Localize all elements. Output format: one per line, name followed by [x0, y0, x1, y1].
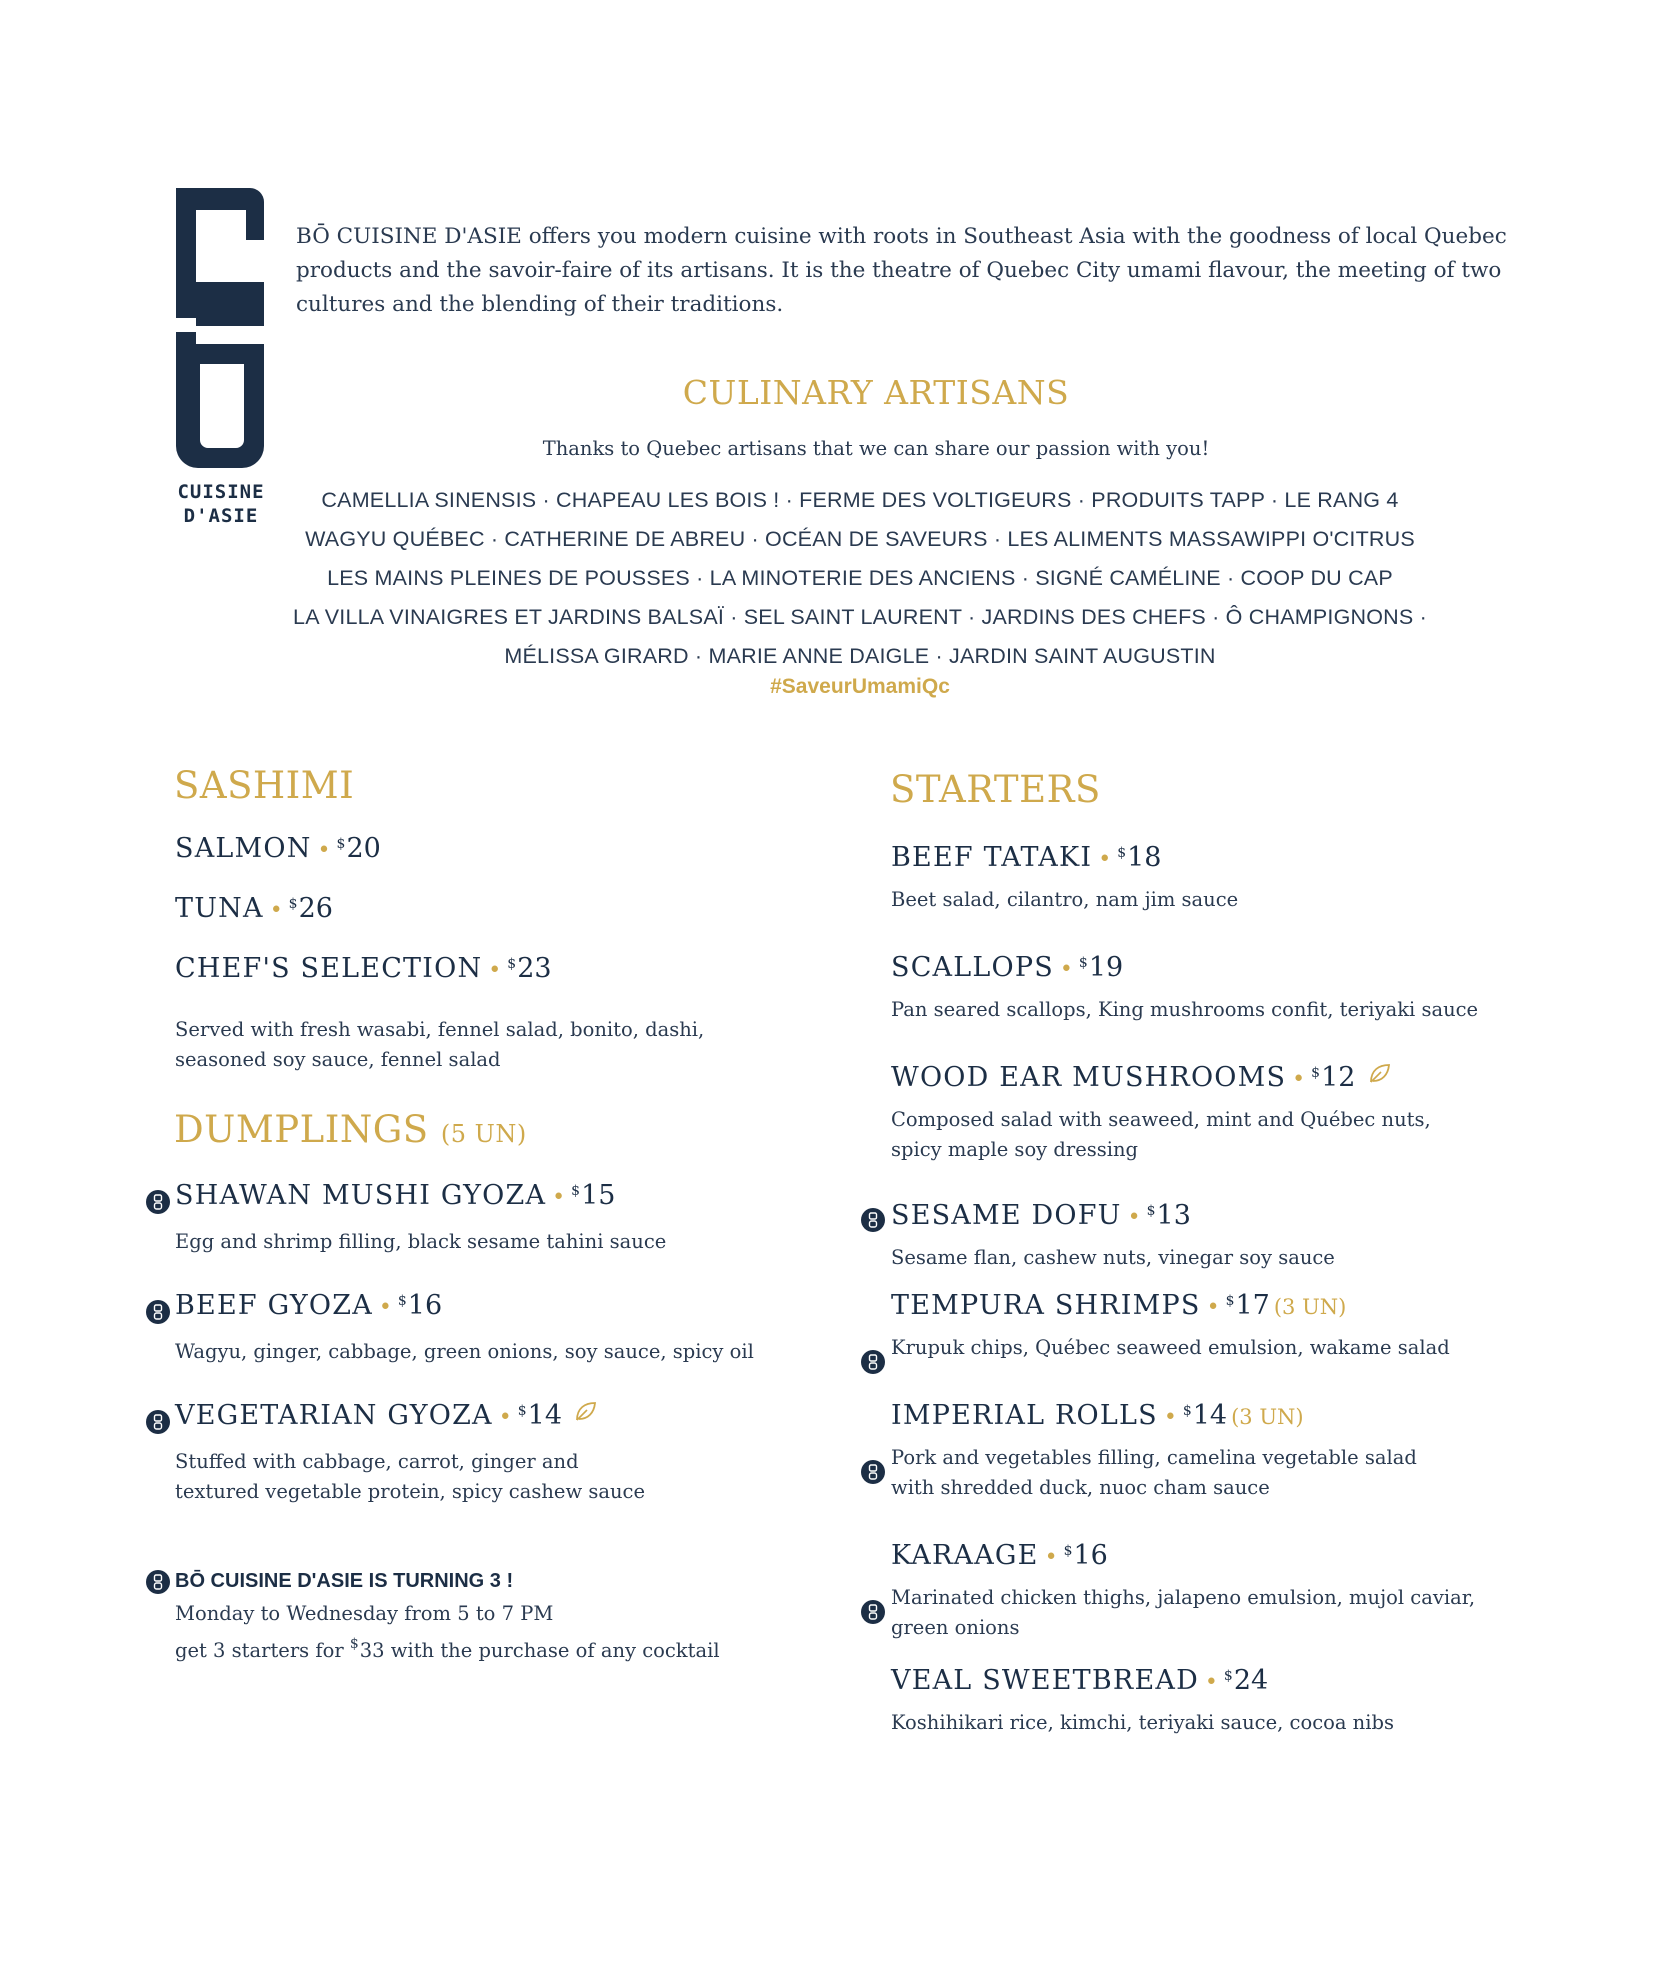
currency: $ [507, 956, 517, 972]
item-description-line: Pork and vegetables filling, camelina vegetable salad [891, 1446, 1417, 1469]
item-price: 16 [407, 1290, 443, 1321]
item-price: 13 [1156, 1200, 1191, 1231]
item-description [891, 1105, 1431, 1165]
artisans-list [260, 481, 1460, 676]
logo-subtitle-line2: D'ASIE [183, 505, 259, 527]
item-description [175, 1447, 645, 1507]
item-description [891, 1443, 1417, 1503]
item-description-line: with shredded duck, nuoc cham sauce [891, 1476, 1270, 1499]
logo-subtitle-line1: CUISINE [177, 481, 265, 503]
bo-logo [176, 188, 266, 468]
item-name: CHEF'S SELECTION [175, 953, 483, 984]
item-name: SHAWAN MUSHI GYOZA [175, 1180, 547, 1211]
currency: $ [1182, 1403, 1192, 1419]
item-price: 14 [1192, 1400, 1228, 1431]
artisans-line: WAGYU QUÉBEC · CATHERINE DE ABREU · OCÉAN DE SAVEURS · LES ALIMENTS MASSAWIPPI O'CITRUS [305, 527, 1415, 551]
bo-badge-icon [861, 1600, 885, 1624]
item-price: 14 [527, 1400, 562, 1431]
sashimi-note-line: Served with fresh wasabi, fennel salad, bonito, dashi, [175, 1018, 705, 1041]
menu-item-vegetarian-gyoza: VEGETARIAN GYOZA • $14 [175, 1400, 597, 1431]
hashtag: #SaveurUmamiQc [770, 675, 950, 698]
promo-price: 33 [359, 1639, 385, 1662]
item-description [891, 1583, 1475, 1643]
item-description-line: spicy maple soy dressing [891, 1138, 1139, 1161]
item-description: Beet salad, cilantro, nam jim sauce [891, 888, 1239, 911]
promo-line-post: with the purchase of any cocktail [384, 1639, 720, 1662]
promo-title: BŌ CUISINE D'ASIE IS TURNING 3 ! [175, 1570, 514, 1592]
promo-line [175, 1629, 720, 1666]
item-price: 20 [346, 833, 381, 864]
item-price: 16 [1073, 1540, 1108, 1571]
dumplings-unit: (5 UN) [440, 1120, 527, 1148]
item-description: Egg and shrimp filling, black sesame tahini sauce [175, 1230, 667, 1253]
item-price: 18 [1127, 842, 1162, 873]
bo-badge-icon [861, 1350, 885, 1374]
item-name: TUNA [175, 893, 264, 924]
item-price: 19 [1088, 952, 1124, 983]
currency: $ [517, 1403, 527, 1419]
item-name: WOOD EAR MUSHROOMS [891, 1062, 1287, 1093]
menu-item-beef-gyoza: BEEF GYOZA • $16 [175, 1290, 443, 1321]
section-title-dumplings [174, 1108, 527, 1151]
intro-line: BŌ CUISINE D'ASIE offers you modern cuisine with roots in Southeast Asia with the goodness of local Quebec [296, 224, 1507, 249]
currency: $ [1146, 1203, 1156, 1219]
intro-line: products and the savoir-faire of its artisans. It is the theatre of Quebec City umami flavour, the meeting of two [296, 258, 1502, 283]
item-description: Pan seared scallops, King mushrooms confit, teriyaki sauce [891, 998, 1479, 1021]
item-name: BEEF TATAKI [891, 842, 1093, 873]
item-description: Krupuk chips, Québec seaweed emulsion, wakame salad [891, 1336, 1450, 1359]
item-description-line: Stuffed with cabbage, carrot, ginger and [175, 1450, 579, 1473]
leaf-icon [573, 1400, 597, 1424]
item-description-line: Composed salad with seaweed, mint and Québec nuts, [891, 1108, 1431, 1131]
menu-item-beef-tataki: BEEF TATAKI • $18 [891, 842, 1162, 873]
currency: $ [349, 1636, 359, 1652]
item-description-line: textured vegetable protein, spicy cashew sauce [175, 1480, 645, 1503]
bo-badge-icon [146, 1300, 170, 1324]
promo-text [175, 1599, 720, 1666]
currency: $ [1117, 845, 1127, 861]
currency: $ [1063, 1543, 1073, 1559]
currency: $ [397, 1293, 407, 1309]
section-title-starters: STARTERS [890, 768, 1101, 811]
artisans-line: CAMELLIA SINENSIS · CHAPEAU LES BOIS ! · FERME DES VOLTIGEURS · PRODUITS TAPP · LE RANG 4 [321, 488, 1399, 512]
menu-item-salmon: SALMON • $20 [175, 833, 381, 864]
item-description-line: Marinated chicken thighs, jalapeno emulsion, mujol caviar, [891, 1586, 1476, 1609]
artisans-line: MÉLISSA GIRARD · MARIE ANNE DAIGLE · JARDIN SAINT AUGUSTIN [504, 644, 1216, 668]
item-name: SESAME DOFU [891, 1200, 1122, 1231]
bo-badge-icon [146, 1190, 170, 1214]
item-description: Sesame flan, cashew nuts, vinegar soy sauce [891, 1246, 1335, 1269]
item-price: 17 [1235, 1290, 1270, 1321]
item-name: KARAAGE [891, 1540, 1039, 1571]
menu-item-tempura-shrimps: TEMPURA SHRIMPS • $17 (3 UN) [891, 1290, 1347, 1321]
currency: $ [288, 896, 298, 912]
artisans-line: LA VILLA VINAIGRES ET JARDINS BALSAÏ · SEL SAINT LAURENT · JARDINS DES CHEFS · Ô CHAMPIGNONS · [293, 605, 1427, 629]
currency: $ [1311, 1065, 1321, 1081]
sashimi-note [175, 1015, 704, 1075]
item-price: 15 [581, 1180, 616, 1211]
menu-item-wood-ear-mushrooms: WOOD EAR MUSHROOMS • $12 [891, 1062, 1391, 1093]
currency: $ [571, 1183, 581, 1199]
menu-item-shawan-mushi-gyoza: SHAWAN MUSHI GYOZA • $15 [175, 1180, 616, 1211]
currency: $ [1223, 1668, 1233, 1684]
item-name: TEMPURA SHRIMPS [891, 1290, 1201, 1321]
currency: $ [1225, 1293, 1235, 1309]
item-price: 26 [298, 893, 333, 924]
menu-item-tuna: TUNA • $26 [175, 893, 333, 924]
menu-item-sesame-dofu: SESAME DOFU • $13 [891, 1200, 1191, 1231]
item-name: SCALLOPS [891, 952, 1054, 983]
currency: $ [336, 836, 346, 852]
item-unit: (3 UN) [1231, 1405, 1304, 1429]
sashimi-note-line: seasoned soy sauce, fennel salad [175, 1048, 501, 1071]
dumplings-title: DUMPLINGS [174, 1108, 429, 1151]
item-description-line: green onions [891, 1616, 1020, 1639]
item-price: 24 [1233, 1665, 1269, 1696]
item-price: 23 [517, 953, 552, 984]
menu-item-veal-sweetbread: VEAL SWEETBREAD • $24 [891, 1665, 1269, 1696]
bo-badge-icon [861, 1460, 885, 1484]
item-description: Koshihikari rice, kimchi, teriyaki sauce, cocoa nibs [891, 1711, 1394, 1734]
bo-badge-icon [146, 1570, 170, 1594]
leaf-icon [1367, 1062, 1391, 1086]
bo-badge-icon [146, 1410, 170, 1434]
menu-item-scallops: SCALLOPS • $19 [891, 952, 1124, 983]
item-name: VEGETARIAN GYOZA [175, 1400, 493, 1431]
item-price: 12 [1321, 1062, 1356, 1093]
menu-item-imperial-rolls: IMPERIAL ROLLS • $14 (3 UN) [891, 1400, 1304, 1431]
item-name: VEAL SWEETBREAD [891, 1665, 1199, 1696]
item-name: BEEF GYOZA [175, 1290, 373, 1321]
promo-line: Monday to Wednesday from 5 to 7 PM [175, 1602, 554, 1625]
intro-text [296, 220, 1526, 322]
item-unit: (3 UN) [1273, 1295, 1347, 1319]
item-description: Wagyu, ginger, cabbage, green onions, soy sauce, spicy oil [175, 1340, 754, 1363]
artisans-subtitle: Thanks to Quebec artisans that we can share our passion with you! [542, 437, 1210, 460]
artisans-title: CULINARY ARTISANS [682, 373, 1070, 412]
currency: $ [1078, 955, 1088, 971]
promo-line-pre: get 3 starters for [175, 1639, 350, 1662]
menu-item-karaage: KARAAGE • $16 [891, 1540, 1108, 1571]
item-name: SALMON [175, 833, 312, 864]
item-name: IMPERIAL ROLLS [891, 1400, 1158, 1431]
section-title-sashimi: SASHIMI [174, 764, 355, 807]
bo-badge-icon [861, 1208, 885, 1232]
logo-subtitle [176, 480, 266, 528]
menu-item-chefs-selection: CHEF'S SELECTION • $23 [175, 953, 552, 984]
intro-line: cultures and the blending of their traditions. [296, 292, 784, 317]
artisans-line: LES MAINS PLEINES DE POUSSES · LA MINOTERIE DES ANCIENS · SIGNÉ CAMÉLINE · COOP DU CAP [327, 566, 1393, 590]
